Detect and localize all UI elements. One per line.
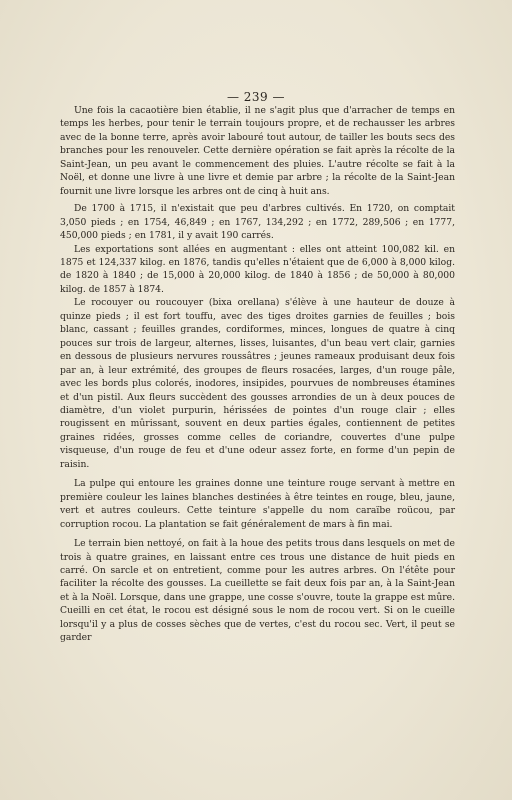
paragraph-rocouyer-description: Le rocouyer ou roucouyer (bixa orellana) s'élève à une hauteur de douze à quinze pieds ; il est fort touffu, avec des tiges droites garnies de feuilles ; bois blanc, cassant ; feuilles grandes, cordiformes, minces, longues de quatre à cinq pouces sur trois de largeur, alternes, lisses, luisantes, d'un beau vert clair, garnies en dessous de plusieurs nervures roussâtres ; jeunes rameaux produisant deux fois par an, à leur extrémité, des groupes de fleurs rosacées, larges, d'un rouge pâle, avec les bords plus colorés, inodores, insipides, pourvues de nombreuses étamines et d'un pistil. Aux fleurs succèdent des gousses arrondies de un à deux pouces de diamètre, d'un violet purpurin, hérissées de pointes d'un rouge clair ; elles rougissent en mûrissant, souvent en deux parties égales, contiennent de petites graines ridées, grosses comme celles de coriandre, couvertes d'une pulpe visqueuse, d'un rouge de feu et d'une odeur assez forte, en forme d'un pepin de raisin.: [60, 297, 455, 470]
paragraph-pulp-dye: La pulpe qui entoure les graines donne une teinture rouge servant à mettre en première couleur les laines blanches destinées à être teintes en rouge, bleu, jaune, vert et autres couleurs. Cette teinture s'appelle du nom caraïbe roücou, par corruption rocou. La plantation se fait généralement de mars à fin mai.: [60, 478, 455, 530]
body-text: [60, 104, 455, 645]
page-number: — 239 —: [226, 90, 286, 104]
paragraph-planting-harvest: Le terrain bien nettoyé, on fait à la houe des petits trous dans lesquels on met de trois à quatre graines, en laissant entre ces trous une distance de huit pieds en carré. On sarcle et on entretient, comme pour les autres arbres. On l'étête pour faciliter la récolte des gousses. La cueillette se fait deux fois par an, à la Saint-Jean et à la Noël. Lorsque, dans une grappe, une cosse s'ouvre, toute la grappe est mûre. Cueilli en cet état, le rocou est désigné sous le nom de rocou vert. Si on le cueille lorsqu'il y a plus de cosses sèches que de vertes, c'est du rocou sec. Vert, il peut se garder: [60, 538, 455, 644]
paragraph-cacao-maintenance: Une fois la cacaotière bien établie, il ne s'agit plus que d'arracher de temps en temps les herbes, pour tenir le terrain toujours propre, et de rechausser les arbres avec de la bonne terre, après avoir labouré tout autour, de tailler les bouts secs des branches pour les renouveler. Cette dernière opération se fait après la récolte de la Saint-Jean, un peu avant le commencement des pluies. L'autre récolte se fait à la Noël, et donne une livre à une livre et demie par arbre ; la récolte de la Saint-Jean fournit une livre lorsque les arbres ont de cinq à huit ans.: [60, 105, 455, 197]
paragraph-tree-counts: De 1700 à 1715, il n'existait que peu d'arbres cultivés. En 1720, on comptait 3,050 pieds ; en 1754, 46,849 ; en 1767, 134,292 ; en 1772, 289,506 ; en 1777, 450,000 pieds ; en 1781, il y avait 190 carrés.: [60, 203, 455, 242]
paragraph-exports: Les exportations sont allées en augmentant : elles ont atteint 100,082 kil. en 1875 et 124,337 kilog. en 1876, tandis qu'elles n'étaient que de 6,000 à 8,000 kilog. de 1820 à 1840 ; de 15,000 à 20,000 kilog. de 1840 à 1856 ; de 50,000 à 80,000 kilog. de 1857 à 1874.: [60, 243, 455, 295]
